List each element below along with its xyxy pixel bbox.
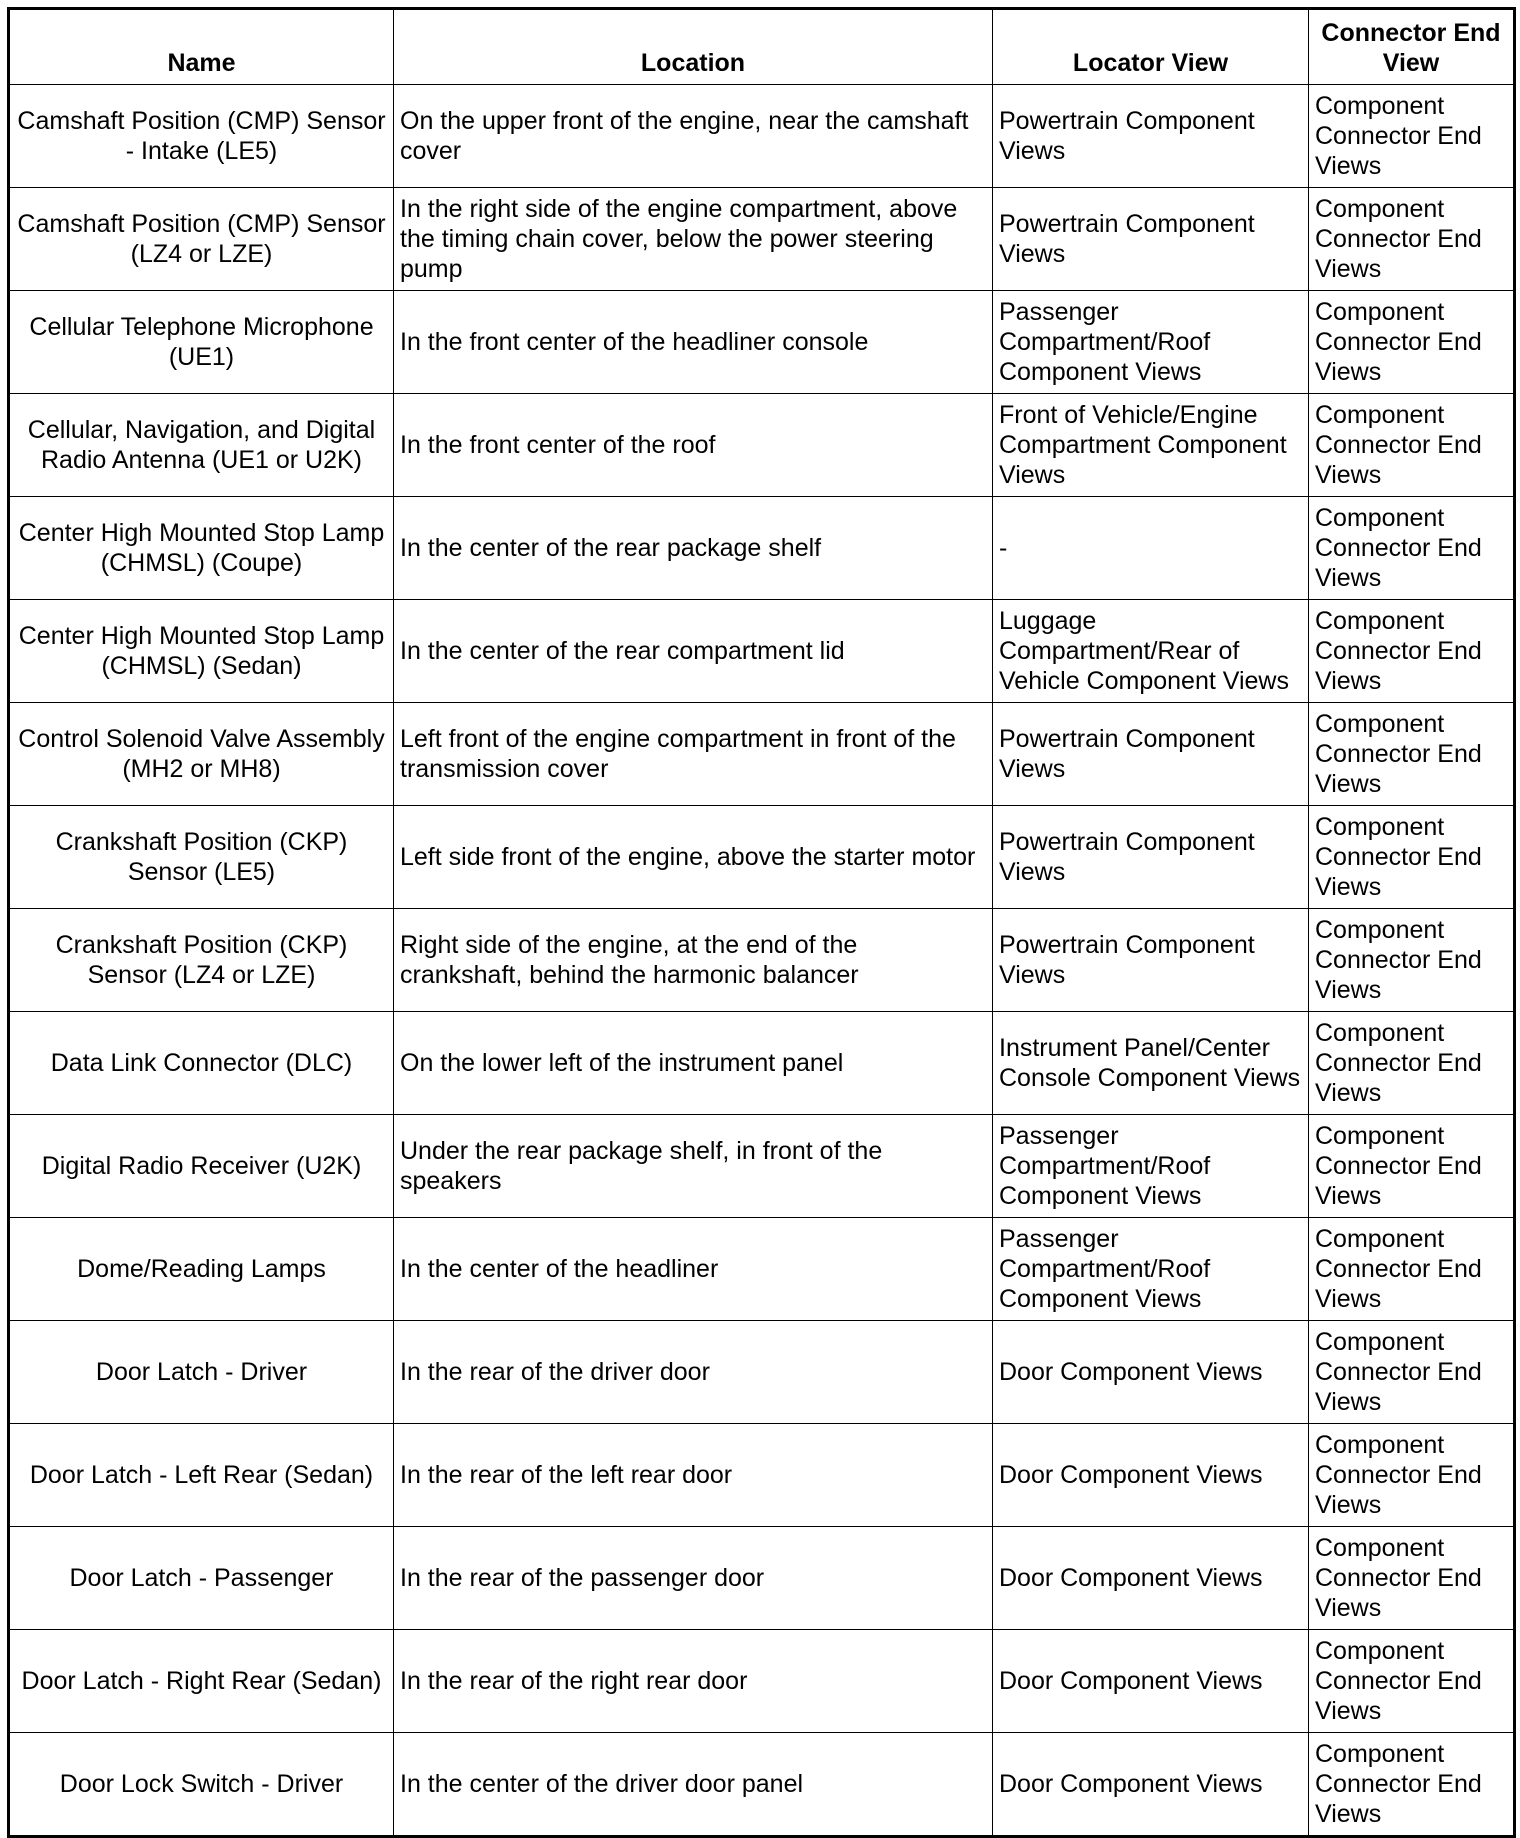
- table-row: [9, 1115, 1515, 1218]
- cell-location: In the rear of the passenger door: [394, 1527, 993, 1630]
- cell-location: Left front of the engine compartment in front of the transmission cover: [394, 703, 993, 806]
- cell-locator-view: Passenger Compartment/Roof Component Views: [993, 1115, 1309, 1218]
- cell-locator-view: Door Component Views: [993, 1527, 1309, 1630]
- cell-location: In the rear of the right rear door: [394, 1630, 993, 1733]
- cell-connector-end-view: Component Connector End Views: [1309, 1218, 1515, 1321]
- table-row: [9, 1218, 1515, 1321]
- cell-connector-end-view: Component Connector End Views: [1309, 1321, 1515, 1424]
- table-row: [9, 188, 1515, 291]
- cell-name: Crankshaft Position (CKP) Sensor (LZ4 or LZE): [9, 909, 394, 1012]
- table-row: [9, 909, 1515, 1012]
- cell-location: In the center of the driver door panel: [394, 1733, 993, 1837]
- cell-connector-end-view: Component Connector End Views: [1309, 1424, 1515, 1527]
- table-row: [9, 600, 1515, 703]
- component-locator-document: [7, 7, 1513, 1828]
- table-row: [9, 85, 1515, 188]
- column-header-locator-view: Locator View: [993, 9, 1309, 85]
- cell-locator-view: Front of Vehicle/Engine Compartment Component Views: [993, 394, 1309, 497]
- cell-name: Cellular, Navigation, and Digital Radio Antenna (UE1 or U2K): [9, 394, 394, 497]
- cell-connector-end-view: Component Connector End Views: [1309, 394, 1515, 497]
- column-header-connector-end-view: Connector End View: [1309, 9, 1515, 85]
- cell-connector-end-view: Component Connector End Views: [1309, 703, 1515, 806]
- table-row: [9, 1733, 1515, 1837]
- cell-connector-end-view: Component Connector End Views: [1309, 188, 1515, 291]
- cell-name: Data Link Connector (DLC): [9, 1012, 394, 1115]
- cell-locator-view: Door Component Views: [993, 1630, 1309, 1733]
- cell-name: Crankshaft Position (CKP) Sensor (LE5): [9, 806, 394, 909]
- cell-locator-view: Door Component Views: [993, 1321, 1309, 1424]
- column-header-name: Name: [9, 9, 394, 85]
- cell-name: Cellular Telephone Microphone (UE1): [9, 291, 394, 394]
- cell-connector-end-view: Component Connector End Views: [1309, 291, 1515, 394]
- cell-connector-end-view: Component Connector End Views: [1309, 497, 1515, 600]
- table-row: [9, 291, 1515, 394]
- cell-locator-view: Luggage Compartment/Rear of Vehicle Component Views: [993, 600, 1309, 703]
- cell-locator-view: Instrument Panel/Center Console Component Views: [993, 1012, 1309, 1115]
- table-row: [9, 806, 1515, 909]
- cell-locator-view: Powertrain Component Views: [993, 188, 1309, 291]
- table-header-row: [9, 9, 1515, 85]
- component-locator-table: [7, 7, 1516, 1838]
- cell-name: Door Latch - Driver: [9, 1321, 394, 1424]
- cell-locator-view: -: [993, 497, 1309, 600]
- table-body: [9, 85, 1515, 1837]
- cell-locator-view: Door Component Views: [993, 1424, 1309, 1527]
- cell-location: In the rear of the left rear door: [394, 1424, 993, 1527]
- cell-locator-view: Powertrain Component Views: [993, 909, 1309, 1012]
- cell-name: Center High Mounted Stop Lamp (CHMSL) (Coupe): [9, 497, 394, 600]
- table-row: [9, 1321, 1515, 1424]
- cell-location: On the lower left of the instrument panel: [394, 1012, 993, 1115]
- cell-name: Digital Radio Receiver (U2K): [9, 1115, 394, 1218]
- cell-connector-end-view: Component Connector End Views: [1309, 806, 1515, 909]
- cell-locator-view: Door Component Views: [993, 1733, 1309, 1837]
- cell-locator-view: Powertrain Component Views: [993, 703, 1309, 806]
- cell-connector-end-view: Component Connector End Views: [1309, 1012, 1515, 1115]
- cell-name: Door Latch - Right Rear (Sedan): [9, 1630, 394, 1733]
- cell-location: In the front center of the headliner console: [394, 291, 993, 394]
- cell-name: Control Solenoid Valve Assembly (MH2 or MH8): [9, 703, 394, 806]
- cell-locator-view: Powertrain Component Views: [993, 806, 1309, 909]
- table-row: [9, 1630, 1515, 1733]
- column-header-location: Location: [394, 9, 993, 85]
- cell-location: In the center of the rear package shelf: [394, 497, 993, 600]
- cell-connector-end-view: Component Connector End Views: [1309, 1630, 1515, 1733]
- cell-name: Center High Mounted Stop Lamp (CHMSL) (Sedan): [9, 600, 394, 703]
- cell-name: Dome/Reading Lamps: [9, 1218, 394, 1321]
- cell-locator-view: Powertrain Component Views: [993, 85, 1309, 188]
- cell-name: Door Latch - Passenger: [9, 1527, 394, 1630]
- cell-name: Camshaft Position (CMP) Sensor - Intake (LE5): [9, 85, 394, 188]
- table-row: [9, 1424, 1515, 1527]
- cell-location: In the center of the headliner: [394, 1218, 993, 1321]
- cell-connector-end-view: Component Connector End Views: [1309, 909, 1515, 1012]
- cell-location: Left side front of the engine, above the starter motor: [394, 806, 993, 909]
- cell-location: In the front center of the roof: [394, 394, 993, 497]
- table-row: [9, 703, 1515, 806]
- cell-connector-end-view: Component Connector End Views: [1309, 600, 1515, 703]
- cell-location: Under the rear package shelf, in front of the speakers: [394, 1115, 993, 1218]
- cell-locator-view: Passenger Compartment/Roof Component Views: [993, 1218, 1309, 1321]
- table-row: [9, 394, 1515, 497]
- cell-location: Right side of the engine, at the end of the crankshaft, behind the harmonic balancer: [394, 909, 993, 1012]
- cell-locator-view: Passenger Compartment/Roof Component Views: [993, 291, 1309, 394]
- cell-connector-end-view: Component Connector End Views: [1309, 1733, 1515, 1837]
- cell-name: Camshaft Position (CMP) Sensor (LZ4 or LZE): [9, 188, 394, 291]
- cell-location: In the center of the rear compartment lid: [394, 600, 993, 703]
- cell-connector-end-view: Component Connector End Views: [1309, 1527, 1515, 1630]
- cell-name: Door Latch - Left Rear (Sedan): [9, 1424, 394, 1527]
- cell-location: In the rear of the driver door: [394, 1321, 993, 1424]
- table-row: [9, 497, 1515, 600]
- table-row: [9, 1527, 1515, 1630]
- cell-connector-end-view: Component Connector End Views: [1309, 85, 1515, 188]
- cell-location: On the upper front of the engine, near the camshaft cover: [394, 85, 993, 188]
- table-row: [9, 1012, 1515, 1115]
- cell-connector-end-view: Component Connector End Views: [1309, 1115, 1515, 1218]
- cell-location: In the right side of the engine compartment, above the timing chain cover, below the power steering pump: [394, 188, 993, 291]
- cell-name: Door Lock Switch - Driver: [9, 1733, 394, 1837]
